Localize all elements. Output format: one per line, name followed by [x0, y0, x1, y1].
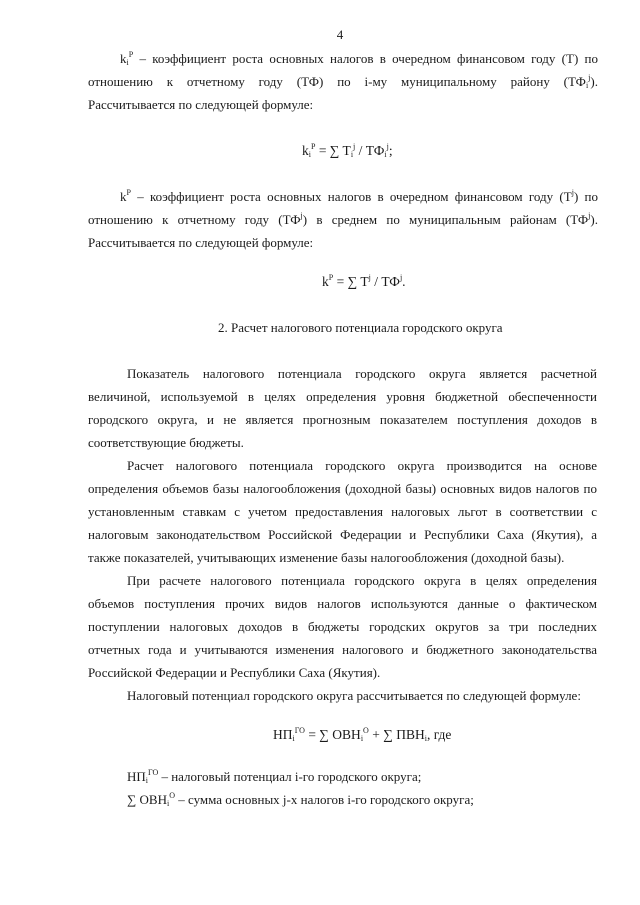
symbol-k: $k^P$: [120, 188, 131, 204]
symbol-ki: $k_i^P$: [120, 50, 134, 67]
definition-k-line1: $k^P$ – коэффициент роста основных налогов в очередном финансовом году $(T^j)$ по: [120, 188, 598, 204]
paragraph2-line5: также показателей, учитывающих изменение базы налогообложения (доходной базы).: [88, 550, 565, 565]
paragraph3-line1: При расчете налогового потенциала городского округа в целях определения: [127, 573, 597, 588]
formula-np: $НП_i^{ГО}$ = ∑ $ОВН_i^О$ + ∑ $ПВН_i$, где: [273, 726, 452, 743]
paragraph3-line2: объемов поступления прочих видов налогов используются данные о фактическом: [88, 596, 597, 611]
formula-ki: $k_i^P$ = ∑ $T_i^j / ТФ_i^j$;: [302, 142, 393, 159]
paragraph2-line4: налоговым законодательством Российской Федерации и Республики Саха (Якутия), а: [88, 527, 597, 542]
paragraph3-line5: Российской Федерации и Республики Саха (Якутия).: [88, 665, 381, 680]
definition-ki-line3: Рассчитывается по следующей формуле:: [88, 97, 314, 112]
definition-ovn: ∑ $ОВН_i^О$ – сумма основных j-х налогов i-го городского округа;: [127, 791, 474, 808]
paragraph2-line3: установленным ставкам с учетом предоставления налоговых льгот в соответствии с: [88, 504, 597, 519]
paragraph1-line1: Показатель налогового потенциала городского округа является расчетной: [127, 366, 597, 381]
definition-k-line2: отношению к отчетному году $(ТФ^j)$ в среднем по муниципальным районам $(ТФ^j)$.: [88, 211, 598, 227]
definition-k-line3: Рассчитывается по следующей формуле:: [88, 235, 314, 250]
page-number: 4: [336, 27, 344, 42]
paragraph3-line3: поступлении налоговых доходов в бюджеты городских округов за три последних: [88, 619, 597, 634]
paragraph1-line2: величиной, используемой в целях определения уровня бюджетной обеспеченности: [88, 389, 597, 404]
paragraph2-line1: Расчет налогового потенциала городского округа производится на основе: [127, 458, 597, 473]
definition-ki-line1: $k_i^P$ – коэффициент роста основных налогов в очередном финансовом году (Т) по: [120, 50, 598, 67]
section-heading: 2. Расчет налогового потенциала городского округа: [218, 320, 503, 335]
paragraph2-line2: определения объемов базы налогообложения (доходной базы) основных видов налогов по: [88, 481, 597, 496]
paragraph1-line4: соответствующие бюджеты.: [88, 435, 244, 450]
definition-ki-line2: отношению к отчетному году (ТФ) по i-му муниципальному району $(ТФ_i^j)$.: [88, 73, 598, 90]
definition-np: $НП_i^{ГО}$ – налоговый потенциал i-го городского округа;: [127, 768, 422, 785]
paragraph4: Налоговый потенциал городского округа рассчитывается по следующей формуле:: [127, 688, 581, 703]
formula-k: $k^P$ = ∑ $T^j / ТФ^j$.: [322, 273, 406, 289]
paragraph1-line3: городского округа, и не является прогнозным показателем поступления доходов в: [88, 412, 597, 427]
paragraph3-line4: отчетных года и учитываются изменения налогового и бюджетного законодательства: [88, 642, 597, 657]
